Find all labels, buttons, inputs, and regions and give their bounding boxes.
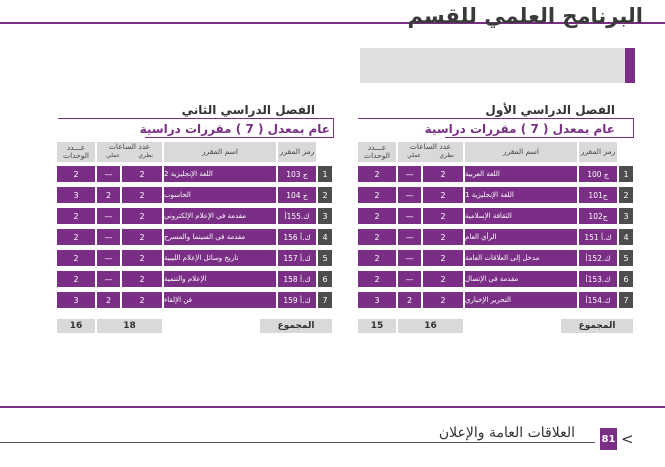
theory-hours-cell: 2 [122,271,162,287]
header-units: عـــدد الوحدات [57,142,95,162]
theory-hours-cell: 2 [423,229,463,245]
course-name-cell: مقدمة في السينما والمسرح [164,229,276,245]
practical-hours-cell: 2 [97,292,120,308]
course-name-cell: الإعلام والتنمية [164,271,276,287]
semester2-subtitle-rule [145,137,333,138]
header-hours-label: عدد الساعات [409,142,452,151]
units-cell: 2 [358,166,396,182]
course-code-cell: ج102 [579,208,617,224]
theory-hours-cell: 2 [122,229,162,245]
row-number: 5 [318,250,332,266]
units-cell: 2 [358,229,396,245]
row-number: 1 [318,166,332,182]
semester1-rule-edge [633,118,634,138]
footer-line [0,442,595,443]
header-theory: نظري [439,152,454,160]
total-hours: 16 [398,319,463,333]
row-number: 6 [619,271,633,287]
row-number: 4 [619,229,633,245]
row-number: 3 [619,208,633,224]
units-cell: 2 [57,208,95,224]
header-hours-sub [97,153,162,160]
header-course-name: اسم المقرر [465,142,577,162]
chevron-left-icon[interactable]: < [621,430,634,448]
course-name-cell: مقدمة في الإعلام الإلكتروني [164,208,276,224]
theory-hours-cell: 2 [122,250,162,266]
page-number: 81 [600,428,617,450]
units-cell: 2 [358,250,396,266]
theory-hours-cell: 2 [423,166,463,182]
course-name-cell: الثقافة الإسلامية [465,208,577,224]
practical-hours-cell: — [398,250,421,266]
units-cell: 2 [358,187,396,203]
units-cell: 2 [358,271,396,287]
row-number: 7 [619,292,633,308]
practical-hours-cell: — [398,187,421,203]
course-name-cell: اللغة العربية [465,166,577,182]
page-title-bar [360,48,635,83]
units-cell: 2 [57,166,95,182]
header-course-code: رمز المقرر [278,142,316,162]
course-code-cell: ج 100 [579,166,617,182]
practical-hours-cell: — [398,208,421,224]
footer-text: العلاقات العامة والإعلان [438,425,575,441]
semester1-subtitle-rule [445,137,633,138]
page-title: البرنامج العلمي للقسم [407,4,643,28]
course-code-cell: ك.أ 156 [278,229,316,245]
units-cell: 2 [57,250,95,266]
course-name-cell: الحاسوب [164,187,276,203]
units-cell: 2 [57,271,95,287]
course-code-cell: ك.أ 157 [278,250,316,266]
row-number: 1 [619,166,633,182]
theory-hours-cell: 2 [423,250,463,266]
practical-hours-cell: — [398,229,421,245]
course-code-cell: ج 103 [278,166,316,182]
course-name-cell: اللغة الإنجليزية 2 [164,166,276,182]
row-number: 4 [318,229,332,245]
header-course-name: اسم المقرر [164,142,276,162]
row-number: 6 [318,271,332,287]
theory-hours-cell: 2 [423,292,463,308]
course-name-cell: اللغة الإنجليزية 1 [465,187,577,203]
bottom-divider [0,406,665,408]
course-name-cell: الرأي العام [465,229,577,245]
units-cell: 3 [358,292,396,308]
total-units: 15 [358,319,396,333]
practical-hours-cell: — [398,271,421,287]
total-label: المجموع [260,319,332,333]
course-code-cell: ك.152أ [579,250,617,266]
course-code-cell: ك.153أ [579,271,617,287]
practical-hours-cell: — [97,271,120,287]
course-name-cell: فن الإلقاء [164,292,276,308]
header-hours [97,142,162,162]
semester2-title-rule [58,118,333,119]
semester2-subtitle: عام بمعدل ( 7 ) مقررات دراسية [139,122,330,136]
header-hours-sub [398,153,463,160]
semester2-title: الفصل الدراسي الثاني [181,103,315,117]
total-hours: 18 [97,319,162,333]
semester1-subtitle: عام بمعدل ( 7 ) مقررات دراسية [424,122,615,136]
units-cell: 3 [57,292,95,308]
practical-hours-cell: 2 [97,187,120,203]
practical-hours-cell: 2 [398,292,421,308]
theory-hours-cell: 2 [423,271,463,287]
row-number: 3 [318,208,332,224]
row-number: 5 [619,250,633,266]
header-hours-label: عدد الساعات [108,142,151,151]
course-code-cell: ك.154أ [579,292,617,308]
semester1-title: الفصل الدراسي الأول [485,103,615,117]
semester2-rule-edge [333,118,334,138]
course-code-cell: ك.أ 151 [579,229,617,245]
units-cell: 2 [358,208,396,224]
row-number: 2 [318,187,332,203]
header-practical: عملي [106,152,121,160]
row-number: 7 [318,292,332,308]
theory-hours-cell: 2 [122,292,162,308]
header-hours [398,142,463,162]
practical-hours-cell: — [97,250,120,266]
course-code-cell: ج101 [579,187,617,203]
practical-hours-cell: — [97,166,120,182]
course-name-cell: مدخل إلى العلاقات العامة [465,250,577,266]
course-code-cell: ك.أ 158 [278,271,316,287]
course-name-cell: مقدمة في الإتصال [465,271,577,287]
header-course-code: رمز المقرر [579,142,617,162]
course-name-cell: تاريخ وسائل الإعلام الليبية [164,250,276,266]
theory-hours-cell: 2 [423,208,463,224]
practical-hours-cell: — [97,229,120,245]
units-cell: 2 [57,229,95,245]
theory-hours-cell: 2 [423,187,463,203]
header-theory: نظري [138,152,153,160]
course-code-cell: ك.أ 159 [278,292,316,308]
theory-hours-cell: 2 [122,187,162,203]
theory-hours-cell: 2 [122,208,162,224]
practical-hours-cell: — [398,166,421,182]
header-units: عـــدد الوحدات [358,142,396,162]
course-code-cell: ك.155أ [278,208,316,224]
theory-hours-cell: 2 [122,166,162,182]
practical-hours-cell: — [97,208,120,224]
total-label: المجموع [561,319,633,333]
title-accent [625,48,635,83]
row-number: 2 [619,187,633,203]
total-units: 16 [57,319,95,333]
course-code-cell: ج 104 [278,187,316,203]
course-name-cell: التحرير الإخباري [465,292,577,308]
units-cell: 3 [57,187,95,203]
header-practical: عملي [407,152,422,160]
semester1-title-rule [358,118,633,119]
